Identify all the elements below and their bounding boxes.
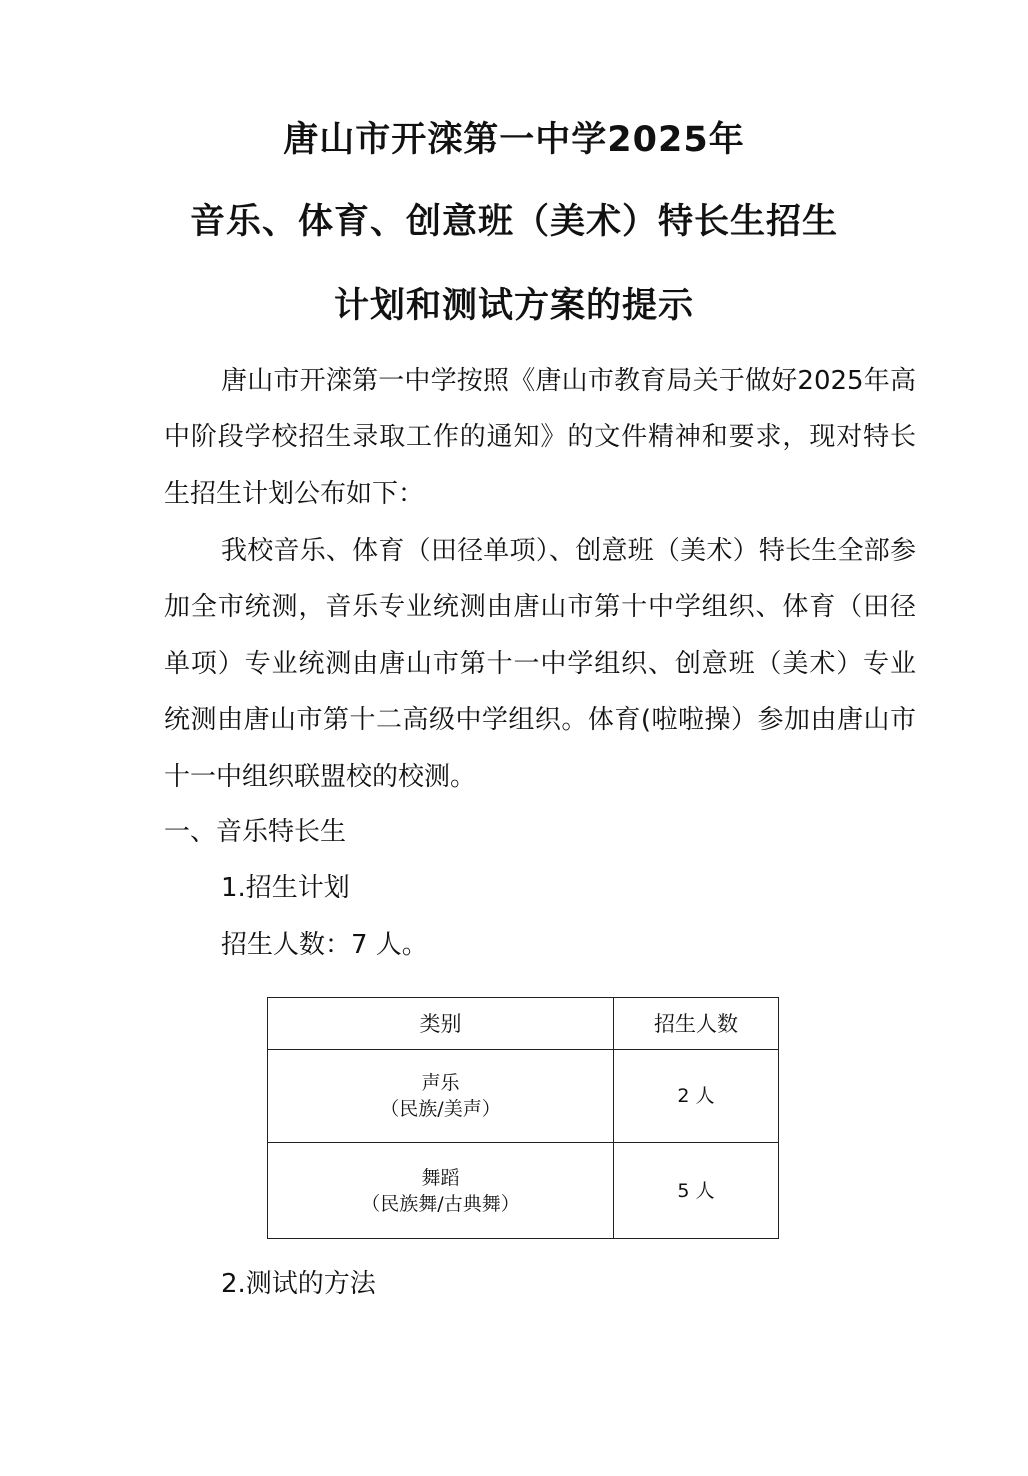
table-header-category: 类别 — [268, 998, 614, 1050]
section-heading-music: 一、音乐特长生 — [164, 817, 347, 847]
category-name: 声乐 — [421, 1072, 460, 1094]
table-header-row — [268, 998, 779, 1050]
category-name: 舞蹈 — [421, 1166, 460, 1189]
intro-paragraph: 唐山市开滦第一中学按照《唐山市教育局关于做好2025年高中阶段学校招生录取工作的通知》的文件精神和要求，现对特长生招生计划公布如下： — [164, 366, 916, 509]
category-detail: （民族/美声） — [380, 1098, 501, 1120]
enrollment-count: 招生人数：7 人。 — [221, 930, 428, 960]
title-line-1: 唐山市开滦第一中学2025年 — [283, 120, 745, 160]
table-row — [268, 1143, 779, 1239]
table-header-count: 招生人数 — [614, 998, 779, 1050]
table-cell-count: 2 人 — [614, 1050, 779, 1143]
table-cell-count: 5 人 — [614, 1143, 779, 1239]
subheading-test-method: 2.测试的方法 — [221, 1269, 376, 1299]
table-cell-category — [268, 1143, 614, 1239]
category-detail: （民族舞/古典舞） — [361, 1192, 520, 1215]
enrollment-table — [267, 997, 779, 1239]
title-line-3: 计划和测试方案的提示 — [333, 286, 694, 326]
table-cell-category — [268, 1050, 614, 1143]
testing-paragraph: 我校音乐、体育（田径单项）、创意班（美术）特长生全部参加全市统测，音乐专业统测由唐山市第十中学组织、体育（田径单项）专业统测由唐山市第十一中学组织、创意班（美术）专业统测由唐山市第十二高级中学组织。体育(啦啦操）参加由唐山市十一中组织联盟校的校测。 — [164, 536, 916, 792]
subheading-enrollment-plan: 1.招生计划 — [221, 873, 350, 903]
table-row — [268, 1050, 779, 1143]
title-line-2: 音乐、体育、创意班（美术）特长生招生 — [189, 202, 838, 242]
